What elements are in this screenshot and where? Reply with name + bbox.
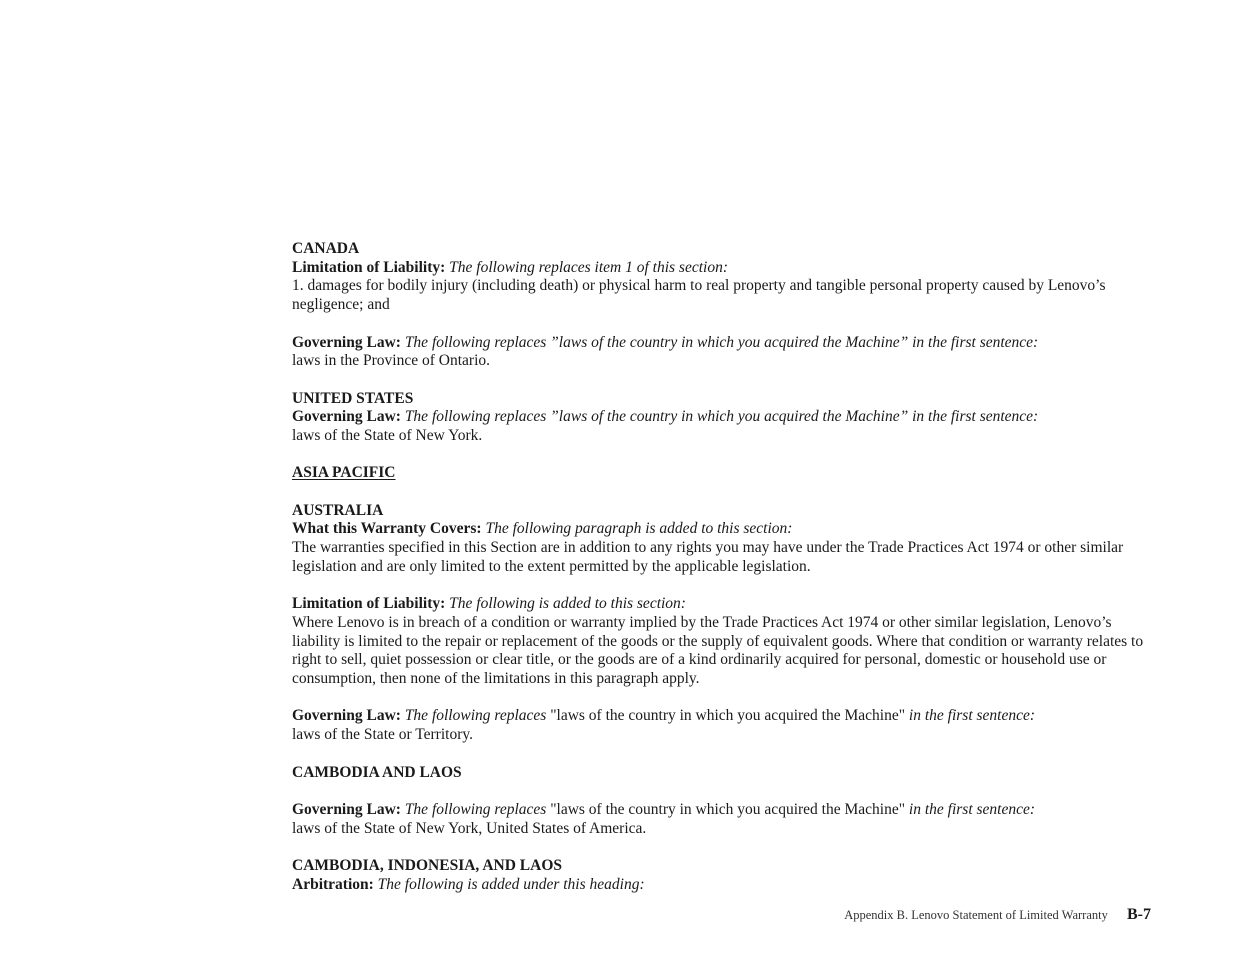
section-heading-cambodia-indonesia-laos: CAMBODIA, INDONESIA, AND LAOS — [292, 857, 562, 875]
cil-arbitration-line — [292, 876, 1154, 895]
cambodia-laos-law-label: Governing Law: — [292, 800, 401, 818]
cambodia-laos-law-quote: "laws of the country in which you acquired the Machine" — [550, 800, 906, 818]
cambodia-laos-law-note-a: The following replaces — [404, 800, 547, 818]
section-heading-cambodia-laos: CAMBODIA AND LAOS — [292, 763, 462, 781]
page-number: B-7 — [1127, 906, 1151, 923]
section-heading-canada: CANADA — [292, 240, 360, 257]
cambodia-laos-law-text: laws of the State of New York, United States of America. — [292, 819, 647, 837]
section-heading-australia: AUSTRALIA — [292, 501, 384, 519]
us-law-line — [292, 408, 1154, 427]
us-law-note: The following replaces ”laws of the country in which you acquired the Machine” in the first sentence: — [404, 408, 1039, 426]
cil-arbitration-note: The following is added under this heading: — [377, 875, 645, 893]
canada-law-text: laws in the Province of Ontario. — [292, 352, 491, 370]
australia-law-line — [292, 707, 1154, 726]
australia-liability-text: Where Lenovo is in breach of a condition or warranty implied by the Trade Practices Act 1974 or other similar legislation, Lenovo’s liability is limited to the repair or replacement of the goods or the supply of equivalent goods. Where that condition or warranty relates to right to sell, quiet possession or clear title, or the goods are of a kind ordinarily acquired for personal, domestic or household use or consumption, then none of the limitations in this paragraph apply. — [292, 613, 1144, 688]
australia-covers-label: What this Warranty Covers: — [292, 520, 482, 538]
australia-law-note-a: The following replaces — [404, 707, 547, 725]
australia-covers-text: The warranties specified in this Section are in addition to any rights you may have under the Trade Practices Act 1974 or other similar legislation and are only limited to the extent permitted by the applicable legislation. — [292, 539, 1124, 575]
footer-title: Appendix B. Lenovo Statement of Limited Warranty — [844, 908, 1108, 922]
us-law-text: laws of the State of New York. — [292, 427, 483, 444]
australia-law-text: laws of the State or Territory. — [292, 726, 473, 744]
canada-liability-label: Limitation of Liability: — [292, 258, 446, 276]
section-heading-united-states: UNITED STATES — [292, 389, 414, 407]
cil-arbitration-label: Arbitration: — [292, 875, 374, 893]
australia-covers-line — [292, 520, 1154, 539]
canada-liability-text: 1. damages for bodily injury (including death) or physical harm to real property and tangible personal property caused by Lenovo’s negligence; and — [292, 277, 1106, 314]
australia-law-note-b: in the first sentence: — [908, 707, 1036, 725]
australia-liability-label: Limitation of Liability: — [292, 595, 446, 613]
canada-law-label: Governing Law: — [292, 333, 401, 351]
canada-liability-note: The following replaces item 1 of this section: — [449, 258, 728, 276]
us-law-label: Governing Law: — [292, 408, 401, 426]
page-footer — [844, 906, 1151, 924]
document-body — [292, 240, 1154, 894]
cambodia-laos-law-note-b: in the first sentence: — [908, 800, 1036, 818]
australia-covers-note: The following paragraph is added to this section: — [485, 520, 793, 538]
australia-liability-note: The following is added to this section: — [449, 595, 686, 613]
australia-law-label: Governing Law: — [292, 707, 401, 725]
canada-law-line — [292, 334, 1154, 353]
region-heading-asia-pacific: ASIA PACIFIC — [292, 464, 396, 482]
australia-law-quote: "laws of the country in which you acquired the Machine" — [550, 707, 906, 725]
canada-law-note: The following replaces ”laws of the country in which you acquired the Machine” in the first sentence: — [404, 333, 1039, 351]
canada-liability-line — [292, 259, 1154, 278]
cambodia-laos-law-line — [292, 801, 1154, 820]
australia-liability-line — [292, 595, 1154, 614]
